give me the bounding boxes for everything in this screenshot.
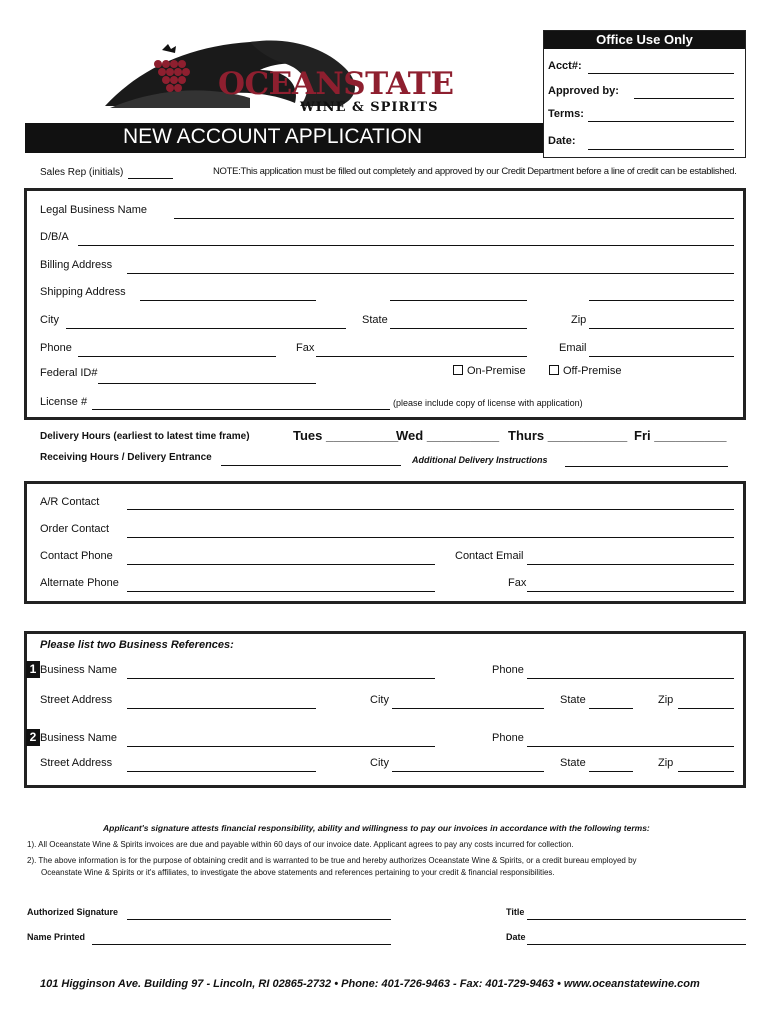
shipping-field-3[interactable] [589, 300, 734, 301]
receiving-hours-label: Receiving Hours / Delivery Entrance [40, 452, 212, 463]
acct-label: Acct#: [548, 60, 582, 72]
signature-title-field[interactable] [527, 919, 746, 920]
reference-2-phone-field[interactable] [527, 746, 734, 747]
ar-contact-label: A/R Contact [40, 496, 100, 508]
reference-2-phone-label: Phone [492, 732, 524, 744]
reference-1-phone-label: Phone [492, 664, 524, 676]
business-info-section [24, 188, 746, 420]
delivery-instructions-field[interactable] [565, 466, 728, 467]
reference-2-name-label: Business Name [40, 732, 118, 744]
logo-name: OCEANSTATE [218, 66, 454, 102]
wed-hours[interactable]: Wed __________ [396, 428, 500, 443]
phone-field[interactable] [78, 356, 276, 357]
approved-field[interactable] [634, 98, 734, 99]
reference-2-state-label: State [560, 757, 586, 769]
terms-field[interactable] [588, 121, 734, 122]
state-field[interactable] [390, 328, 527, 329]
contacts-section [24, 481, 746, 604]
page-title: NEW ACCOUNT APPLICATION [123, 125, 423, 148]
federal-id-field[interactable] [98, 383, 316, 384]
tues-hours[interactable]: Tues __________ [293, 428, 399, 443]
signature-date-field[interactable] [527, 944, 746, 945]
reference-1-name-label: Business Name [40, 664, 118, 676]
off-premise-label: Off-Premise [563, 365, 622, 377]
legal-name-label: Legal Business Name [40, 204, 148, 216]
name-printed-field[interactable] [92, 944, 391, 945]
reference-2-state-field[interactable] [589, 771, 633, 772]
state-label: State [362, 314, 388, 326]
email-label: Email [559, 342, 587, 354]
reference-2-zip-field[interactable] [678, 771, 734, 772]
on-premise-option[interactable] [453, 365, 526, 377]
reference-2-street-label: Street Address [40, 757, 113, 769]
contact-fax-field[interactable] [527, 591, 734, 592]
reference-2-city-field[interactable] [392, 771, 544, 772]
reference-1-city-field[interactable] [392, 708, 544, 709]
reference-2-number: 2 [26, 729, 40, 746]
on-premise-label: On-Premise [467, 365, 526, 377]
ar-contact-field[interactable] [127, 509, 734, 510]
thurs-hours[interactable]: Thurs ___________ [508, 428, 628, 443]
federal-id-label: Federal ID# [40, 367, 98, 379]
terms-item-1: 1). All Oceanstate Wine & Spirits invoices are due and payable within 60 days of our invoice date. Applicant agrees to pay any costs incurred for collection. [27, 840, 574, 849]
authorized-signature-label: Authorized Signature [27, 907, 119, 917]
reference-1-state-label: State [560, 694, 586, 706]
terms-label: Terms: [548, 108, 584, 120]
contact-email-field[interactable] [527, 564, 734, 565]
authorized-signature-field[interactable] [127, 919, 391, 920]
reference-2-name-field[interactable] [127, 746, 435, 747]
terms-item-2a: 2). The above information is for the purpose of obtaining credit and is warranted to be true and hereby authorizes Oceanstate Wine & Spirits, or a credit bureau employed by [27, 856, 637, 865]
on-premise-checkbox[interactable] [453, 365, 463, 375]
sales-rep-field[interactable] [128, 178, 173, 179]
footer-address: 101 Higginson Ave. Building 97 - Lincoln, RI 02865-2732 • Phone: 401-726-9463 - Fax: 401-729-9463 • www.oceanstatewine.com [40, 978, 700, 990]
legal-name-field[interactable] [174, 218, 734, 219]
city-field[interactable] [66, 328, 346, 329]
terms-item-2b: Oceanstate Wine & Spirits or it's affiliates, to investigate the above statements and references pertaining to your credit & financial responsibilities. [41, 868, 555, 877]
license-note: (please include copy of license with application) [393, 398, 583, 408]
alternate-phone-label: Alternate Phone [40, 577, 119, 589]
phone-label: Phone [40, 342, 72, 354]
date-field[interactable] [588, 149, 734, 150]
signature-date-label: Date [506, 932, 526, 942]
contact-fax-label: Fax [508, 577, 527, 589]
license-label: License # [40, 396, 88, 408]
zip-label: Zip [571, 314, 587, 326]
reference-1-state-field[interactable] [589, 708, 633, 709]
reference-1-number: 1 [26, 661, 40, 678]
references-heading: Please list two Business References: [40, 639, 234, 651]
billing-field[interactable] [127, 273, 734, 274]
off-premise-option[interactable] [549, 365, 621, 377]
reference-1-phone-field[interactable] [527, 678, 734, 679]
date-label: Date: [548, 135, 576, 147]
reference-1-street-field[interactable] [127, 708, 316, 709]
zip-field[interactable] [589, 328, 734, 329]
shipping-field-2[interactable] [390, 300, 527, 301]
delivery-hours-label: Delivery Hours (earliest to latest time frame) [40, 431, 250, 442]
approved-label: Approved by: [548, 85, 619, 97]
reference-1-zip-field[interactable] [678, 708, 734, 709]
terms-heading: Applicant's signature attests financial responsibility, ability and willingness to pay our invoices in accordance with the following terms: [103, 823, 650, 833]
alternate-phone-field[interactable] [127, 591, 435, 592]
sales-rep-label: Sales Rep (initials) [40, 167, 124, 178]
city-label: City [40, 314, 59, 326]
license-field[interactable] [92, 409, 390, 410]
fri-hours[interactable]: Fri __________ [634, 428, 727, 443]
reference-2-street-field[interactable] [127, 771, 316, 772]
contact-phone-label: Contact Phone [40, 550, 113, 562]
billing-label: Billing Address [40, 259, 113, 271]
delivery-instructions-label: Additional Delivery Instructions [412, 455, 548, 465]
contact-phone-field[interactable] [127, 564, 435, 565]
dba-label: D/B/A [40, 231, 69, 243]
reference-1-street-label: Street Address [40, 694, 113, 706]
shipping-label: Shipping Address [40, 286, 126, 298]
signature-title-label: Title [506, 907, 525, 917]
order-contact-field[interactable] [127, 537, 734, 538]
fax-field[interactable] [316, 356, 527, 357]
office-use-title: Office Use Only [544, 31, 745, 49]
acct-field[interactable] [588, 73, 734, 74]
order-contact-label: Order Contact [40, 523, 110, 535]
reference-1-zip-label: Zip [658, 694, 674, 706]
reference-2-zip-label: Zip [658, 757, 674, 769]
reference-1-city-label: City [370, 694, 389, 706]
name-printed-label: Name Printed [27, 932, 86, 942]
logo-tagline: WINE & SPIRITS [300, 100, 439, 115]
fax-label: Fax [296, 342, 315, 354]
shipping-field[interactable] [140, 300, 316, 301]
receiving-hours-field[interactable] [221, 465, 401, 466]
reference-1-name-field[interactable] [127, 678, 435, 679]
contact-email-label: Contact Email [455, 550, 524, 562]
reference-2-city-label: City [370, 757, 389, 769]
credit-note: NOTE:This application must be filled out completely and approved by our Credit Department before a line of credit can be established. [213, 166, 737, 177]
dba-field[interactable] [78, 245, 734, 246]
off-premise-checkbox[interactable] [549, 365, 559, 375]
email-field[interactable] [589, 356, 734, 357]
